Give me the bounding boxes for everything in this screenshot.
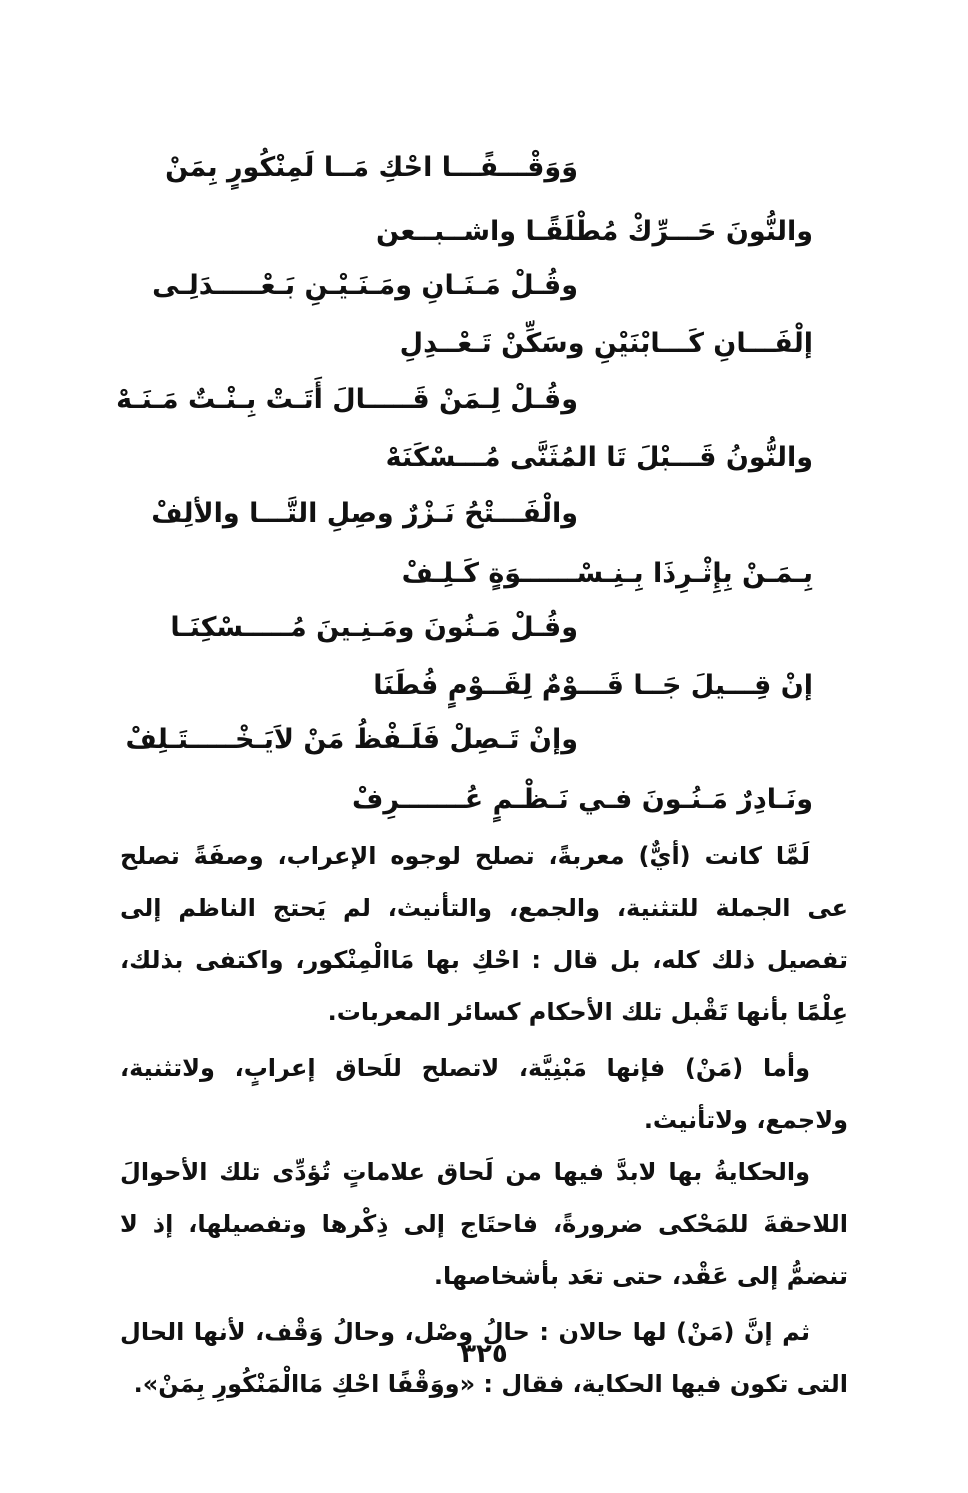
verse-1-second-hemistich: والنُّونَ حَـــرِّكْ مُطْلَقًـا واشــبــعن [376,216,813,247]
verse-3-second-hemistich: والنُّونُ قَـــبْلَ تَا المُثَنَّى مُـــسْكَنَهْ [385,442,813,473]
verse-5-first-hemistich: وقُـلْ مَـنُونَ ومَـنِـينَ مُـــــسْكِنَـا [170,612,578,643]
verse-2-first-hemistich: وقُـلْ مَـنَـانِ ومَـنَـيْـنِ بَـعْـــــدَلِـى [152,270,578,301]
verse-6-first-hemistich: وإنْ تَـصِلْ فَلَـفْظُ مَنْ لاَيَـخْـــــتَـلِفْ [125,724,578,755]
verse-4-first-hemistich: والْفَـــتْحُ نَـزْرٌ وصِلِ التَّـــا والألِفْ [151,498,578,529]
verse-6-second-hemistich: ونَـادِرٌ مَـنُـونَ فـي نَـظْـمٍ عُـــــــرِفْ [352,784,813,815]
paragraph-3: والحكايةُ بها لابدَّ فيها من لَحاق علاماتٍ تُؤدِّى تلك الأحوالَ اللاحقةَ للمَحْكى ضرورةً، فاحتَاج إلى ذِكْرها وتفصيلها، إذ لا تنضمُّ إلى عَقْد، حتى تعَد بأشخاصها. [120,1158,848,1290]
verse-5-second-hemistich: إنْ قِـــيلَ جَــا قَـــوْمٌ لِقَــوْمٍ فُطَنَا [373,670,813,701]
paragraph-1: لَمَّا كانت (أيٌّ) معربةً، تصلح لوجوه الإعراب، وصفَةً تصلح عى الجملة للتثنية، والجمع، والتأنيث، لم يَحتج الناظم إلى تفصيل ذلك كله، بل قال : احْكِ بها مَاالْمِنْكور، واكتفى بذلك، عِلْمًا بأنها تَقْبل تلك الأحكام كسائر المعربات. [120,842,848,1026]
commentary-body [120,830,848,1410]
paragraph-2: وأما (مَنْ) فإنها مَبْنِيَّة، لاتصلح للَحاق إعرابٍ، ولاتثنية، ولاجمع، ولاتأنيث. [120,1054,848,1134]
verse-4-second-hemistich: بِـمَـنْ بِإِثْـرِذَا بِـنِـسْــــــوَةٍ كَـلِـفْ [401,558,813,589]
paragraph-4: ثم إنَّ (مَنْ) لها حالان : حالُ وصْل، وحالُ وَقْف، لأنها الحال التى تكون فيها الحكاية، فقال : «ووَقْفًا احْكِ مَاالْمَنْكُورِ بِمَنْ». [120,1318,848,1398]
verse-1-first-hemistich: وَوَقْـــفًـــا احْكِ مَــا لَمِنْكُورٍ بِمَنْ [165,152,578,183]
verse-2-second-hemistich: إلْفَـــانِ كَـــابْنَيْنِ وسَكِّنْ تَـعْــدِلِ [399,328,813,359]
page-number: ٣٢٥ [460,1339,508,1369]
verse-3-first-hemistich: وقُـلْ لِـمَنْ قَـــــالَ أَتَـتْ بِـنْـتٌ مَـنَـهْ [116,384,578,415]
